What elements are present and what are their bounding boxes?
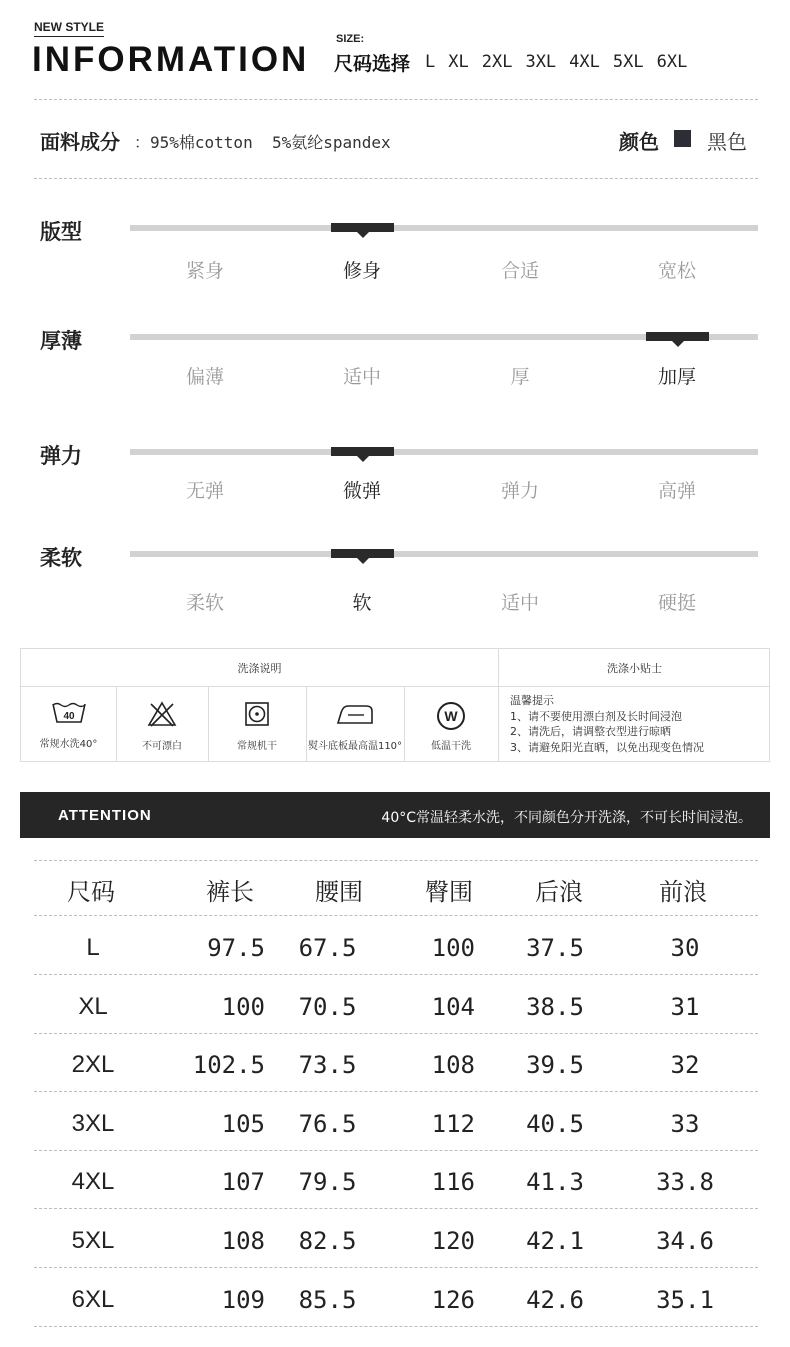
table-cell-front-rise: 35.1 — [656, 1285, 714, 1314]
attribute-option: 偏薄 — [185, 366, 224, 388]
attribute-label-softness: 柔软 — [40, 546, 82, 570]
washing-tips-header: 洗涤小贴士 — [607, 662, 662, 675]
attribute-option: 硬挺 — [657, 592, 696, 614]
table-cell-size: XL — [78, 992, 108, 1020]
table-cell-back-rise: 39.5 — [526, 1051, 584, 1080]
tumble-dry-icon — [244, 701, 270, 731]
svg-text:W: W — [444, 708, 458, 724]
table-header-size: 尺码 — [67, 878, 115, 906]
attribute-option: 修身 — [342, 260, 381, 282]
attention-bar — [20, 792, 770, 838]
table-cell-hip: 120 — [431, 1227, 475, 1255]
table-cell-waist: 73.5 — [298, 1051, 357, 1080]
attribute-option: 加厚 — [657, 366, 696, 388]
size-option: 6XL — [656, 52, 688, 72]
wash-instruction — [306, 701, 404, 752]
attribute-track-fit — [130, 225, 758, 231]
attribute-track-softness — [130, 551, 758, 557]
wet-clean-icon — [436, 701, 466, 735]
attention-text: 40°C常温轻柔水洗，不同颜色分开洗涤，不可长时间浸泡。 — [381, 810, 752, 826]
table-cell-back-rise: 38.5 — [526, 992, 584, 1021]
table-cell-front-rise: 31 — [670, 992, 700, 1021]
size-option: XL — [448, 52, 469, 72]
color-label: 颜色 — [619, 130, 659, 154]
attribute-option: 合适 — [500, 260, 539, 282]
washing-table — [20, 648, 770, 762]
table-cell-front-rise: 34.6 — [656, 1227, 714, 1255]
size-option: L — [425, 52, 436, 72]
size-option: 2XL — [481, 52, 513, 72]
table-cell-hip: 126 — [431, 1285, 475, 1314]
table-cell-size: 6XL — [71, 1285, 115, 1313]
wash-tub-40-icon — [52, 701, 86, 729]
tip-line: 1、请不要使用漂白剂及长时间浸泡 — [510, 709, 682, 723]
attribute-label-thickness: 厚薄 — [40, 329, 82, 353]
divider — [34, 99, 758, 100]
divider — [34, 1267, 758, 1268]
table-cell-waist: 76.5 — [298, 1109, 357, 1138]
divider — [34, 1150, 758, 1151]
table-cell-size: 4XL — [71, 1168, 115, 1196]
table-cell-front-rise: 33.8 — [656, 1168, 714, 1197]
washing-header: 洗涤说明 — [237, 662, 282, 675]
wash-caption: 熨斗底板最高温110° — [307, 741, 403, 752]
wash-caption: 常规机干 — [237, 741, 277, 752]
table-cell-back-rise: 42.6 — [526, 1285, 584, 1314]
table-cell-waist: 85.5 — [298, 1285, 357, 1314]
table-cell-length: 107 — [221, 1168, 265, 1197]
wash-caption: 低温干洗 — [431, 741, 471, 752]
attribute-marker-softness — [331, 549, 394, 558]
table-cell-length: 105 — [221, 1109, 265, 1138]
attribute-option: 柔软 — [185, 592, 224, 614]
color-swatch — [674, 130, 691, 147]
wash-instruction — [404, 701, 498, 752]
table-divider — [21, 686, 769, 687]
table-cell-waist: 70.5 — [298, 992, 357, 1021]
wash-instruction — [208, 701, 306, 752]
divider — [34, 1091, 758, 1092]
attribute-label-fit: 版型 — [40, 220, 82, 244]
divider — [34, 1033, 758, 1034]
attribute-marker-fit — [331, 223, 394, 232]
attribute-option: 高弹 — [657, 480, 696, 502]
tip-line: 温馨提示 — [510, 694, 554, 707]
table-cell-hip: 112 — [431, 1109, 475, 1138]
table-cell-length: 109 — [221, 1285, 265, 1314]
divider — [34, 178, 758, 179]
table-cell-front-rise: 33 — [670, 1109, 700, 1138]
table-cell-hip: 104 — [431, 992, 475, 1021]
attribute-track-elasticity — [130, 449, 758, 455]
size-select-label: 尺码选择 — [334, 53, 411, 75]
attribute-marker-thickness — [646, 332, 709, 341]
table-header-front-rise: 前浪 — [659, 878, 707, 906]
table-header-length: 裤长 — [206, 878, 254, 906]
attribute-option: 厚 — [510, 366, 530, 388]
new-style-label: NEW STYLE — [34, 20, 104, 37]
tip-line: 3、请避免阳光直晒，以免出现变色情况 — [510, 740, 704, 754]
table-cell-length: 108 — [221, 1227, 265, 1255]
attribute-option: 适中 — [342, 366, 381, 388]
size-option: 5XL — [612, 52, 644, 72]
table-cell-size: 5XL — [71, 1227, 115, 1254]
table-header-back-rise: 后浪 — [535, 878, 583, 906]
attention-title: ATTENTION — [58, 807, 152, 824]
divider — [34, 1326, 758, 1327]
size-label: SIZE: — [336, 33, 365, 45]
attribute-option: 无弹 — [185, 480, 224, 502]
table-cell-size: 2XL — [71, 1051, 115, 1079]
wash-instruction — [21, 701, 116, 750]
table-cell-size: 3XL — [71, 1109, 115, 1137]
iron-icon — [335, 701, 375, 731]
svg-text:40: 40 — [62, 711, 75, 722]
wash-caption: 常规水洗40° — [39, 739, 98, 750]
attribute-marker-elasticity — [331, 447, 394, 456]
attribute-option: 紧身 — [185, 260, 224, 282]
size-option: 3XL — [525, 52, 557, 72]
divider — [34, 860, 758, 861]
table-cell-front-rise: 30 — [670, 934, 700, 962]
divider — [34, 1208, 758, 1209]
wash-caption: 不可漂白 — [142, 741, 182, 752]
table-cell-back-rise: 42.1 — [526, 1227, 584, 1255]
no-bleach-icon — [147, 701, 177, 731]
wash-instruction — [116, 701, 208, 752]
table-cell-waist: 79.5 — [298, 1168, 357, 1197]
table-cell-hip: 108 — [431, 1051, 475, 1080]
washing-tips — [510, 693, 704, 755]
table-cell-hip: 100 — [431, 934, 475, 962]
table-cell-length: 97.5 — [207, 934, 265, 962]
table-header-hip: 臀围 — [425, 878, 473, 906]
table-cell-size: L — [86, 934, 100, 961]
attribute-option: 微弹 — [342, 480, 381, 502]
table-cell-waist: 82.5 — [298, 1227, 357, 1255]
table-cell-back-rise: 41.3 — [526, 1168, 584, 1197]
table-cell-waist: 67.5 — [298, 934, 357, 962]
table-cell-back-rise: 37.5 — [526, 934, 584, 962]
attribute-option: 宽松 — [657, 260, 696, 282]
fabric-value: ：95%棉cotton 5%氨纶spandex — [134, 133, 391, 152]
divider — [34, 974, 758, 975]
size-list — [425, 52, 687, 72]
table-cell-length: 100 — [221, 992, 265, 1021]
table-header-waist: 腰围 — [315, 878, 363, 906]
fabric-label: 面料成分 — [40, 130, 120, 154]
table-cell-hip: 116 — [431, 1168, 475, 1197]
divider — [34, 915, 758, 916]
tip-line: 2、请洗后，请调整衣型进行晾晒 — [510, 725, 671, 738]
color-value: 黑色 — [707, 130, 747, 154]
table-cell-back-rise: 40.5 — [526, 1109, 584, 1138]
attribute-label-elasticity: 弹力 — [40, 444, 82, 468]
attribute-option: 软 — [352, 592, 372, 614]
table-cell-length: 102.5 — [192, 1051, 265, 1080]
size-option: 4XL — [569, 52, 600, 72]
page-title: INFORMATION — [32, 40, 310, 79]
attribute-option: 弹力 — [500, 480, 539, 502]
table-cell-front-rise: 32 — [670, 1051, 700, 1080]
attribute-option: 适中 — [500, 592, 539, 614]
